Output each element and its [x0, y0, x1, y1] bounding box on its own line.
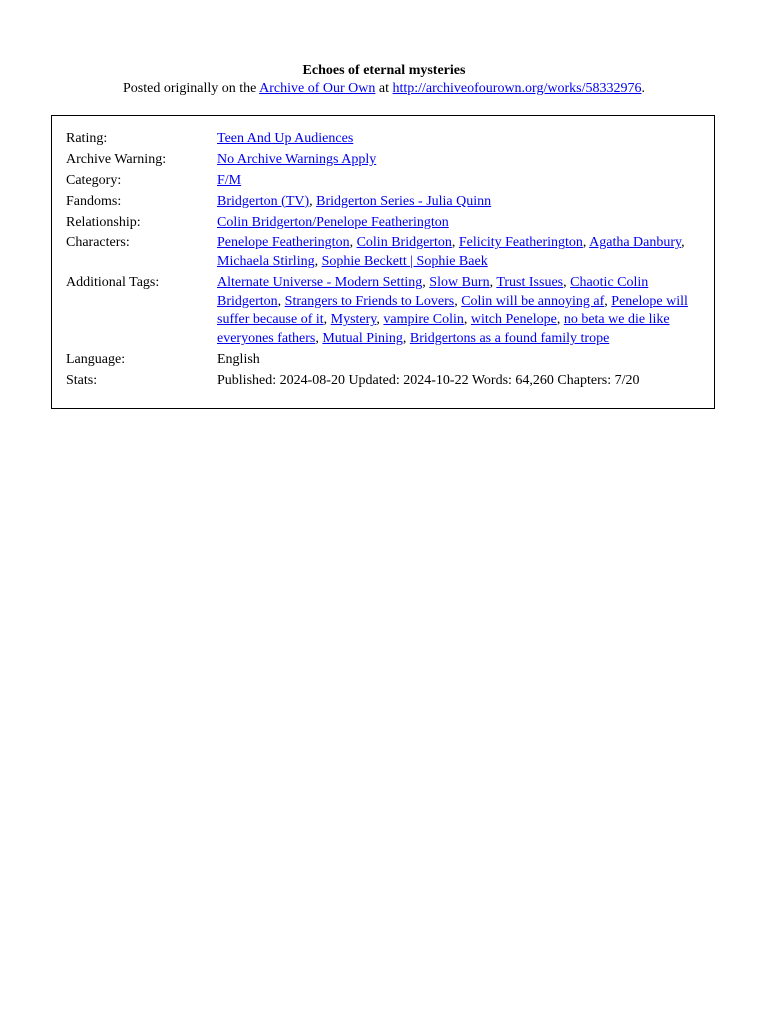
stats-label: Stats:	[66, 372, 98, 388]
link-separator: ,	[556, 312, 564, 328]
stats-value: Published: 2024-08-20 Updated: 2024-10-22 Words: 64,260 Chapters: 7/20	[217, 372, 640, 388]
character-link[interactable]: Agatha Danbury	[589, 235, 682, 251]
link-separator: ,	[454, 293, 462, 309]
tag-link[interactable]: Trust Issues	[496, 275, 564, 291]
link-separator: ,	[451, 235, 459, 251]
link-separator: ,	[309, 193, 317, 209]
site-link[interactable]: Archive of Our Own	[259, 81, 376, 96]
rating-label: Rating:	[66, 131, 108, 146]
meta-row-relationship	[66, 214, 706, 235]
rating-link[interactable]: Teen And Up Audiences	[217, 131, 354, 146]
meta-row-stats	[66, 372, 706, 393]
link-separator: ,	[277, 293, 285, 309]
relationship-label: Relationship:	[66, 214, 141, 230]
fandoms-value	[217, 193, 706, 214]
meta-row-warning	[66, 151, 706, 172]
tag-link[interactable]: Mutual Pining	[322, 331, 403, 347]
link-separator: ,	[681, 235, 685, 251]
link-separator: ,	[463, 312, 471, 328]
work-url-link[interactable]: http://archiveofourown.org/works/58332976	[392, 81, 642, 96]
link-separator: ,	[376, 312, 384, 328]
relationship-value	[217, 214, 706, 235]
meta-row-rating	[66, 130, 706, 151]
tag-link[interactable]: Mystery	[330, 312, 377, 328]
character-link[interactable]: Penelope Featherington	[217, 235, 350, 251]
fandoms-label: Fandoms:	[66, 193, 122, 209]
meta-row-characters	[66, 234, 706, 274]
link-separator: ,	[314, 254, 322, 270]
metadata-box	[51, 115, 715, 409]
tag-link[interactable]: Strangers to Friends to Lovers	[284, 293, 455, 309]
language-label: Language:	[66, 352, 126, 368]
category-label: Category:	[66, 172, 122, 188]
fandom-link[interactable]: Bridgerton Series - Julia Quinn	[316, 193, 492, 209]
character-link[interactable]: Felicity Featherington	[458, 235, 583, 251]
link-separator: ,	[323, 312, 331, 328]
meta-row-fandoms	[66, 193, 706, 214]
link-separator: ,	[315, 331, 323, 347]
character-link[interactable]: Sophie Beckett | Sophie Baek	[321, 254, 488, 270]
category-link[interactable]: F/M	[217, 172, 242, 188]
tag-link[interactable]: Colin will be annoying af	[461, 293, 605, 309]
language-value: English	[217, 352, 260, 368]
work-title: Echoes of eternal mysteries	[302, 63, 466, 78]
meta-row-tags	[66, 274, 706, 351]
posted-middle: at	[375, 81, 393, 96]
warning-link[interactable]: No Archive Warnings Apply	[217, 151, 377, 167]
tag-link[interactable]: Penelope will suffer because of it	[217, 293, 688, 328]
link-separator: ,	[349, 235, 357, 251]
characters-value	[217, 234, 706, 274]
work-header	[0, 62, 768, 98]
link-separator: ,	[604, 293, 612, 309]
meta-row-language	[66, 351, 706, 372]
tags-label: Additional Tags:	[66, 275, 160, 291]
link-separator: ,	[422, 275, 430, 291]
category-value	[217, 172, 706, 193]
tag-link[interactable]: vampire Colin	[383, 312, 464, 328]
tag-link[interactable]: Alternate Universe - Modern Setting	[217, 275, 423, 291]
warning-value	[217, 151, 706, 172]
characters-label: Characters:	[66, 235, 130, 251]
posted-line	[0, 80, 768, 98]
character-link[interactable]: Michaela Stirling	[217, 254, 315, 270]
link-separator: ,	[402, 331, 410, 347]
link-separator: ,	[582, 235, 590, 251]
link-separator: ,	[563, 275, 571, 291]
posted-suffix: .	[641, 81, 645, 96]
tag-link[interactable]: no beta we die like everyones fathers	[217, 312, 670, 347]
warning-label: Archive Warning:	[66, 151, 167, 167]
fandom-link[interactable]: Bridgerton (TV)	[217, 193, 310, 209]
tag-link[interactable]: Bridgertons as a found family trope	[409, 331, 610, 347]
tag-link[interactable]: Slow Burn	[429, 275, 490, 291]
metadata-table	[66, 130, 706, 393]
posted-prefix: Posted originally on the	[123, 81, 260, 96]
tag-link[interactable]: Chaotic Colin Bridgerton	[217, 275, 649, 309]
meta-row-category	[66, 172, 706, 193]
relationship-link[interactable]: Colin Bridgerton/Penelope Featherington	[217, 214, 449, 230]
tag-link[interactable]: witch Penelope	[470, 312, 557, 328]
character-link[interactable]: Colin Bridgerton	[356, 235, 452, 251]
link-separator: ,	[489, 275, 497, 291]
tags-value	[217, 274, 706, 351]
rating-value	[217, 130, 706, 151]
